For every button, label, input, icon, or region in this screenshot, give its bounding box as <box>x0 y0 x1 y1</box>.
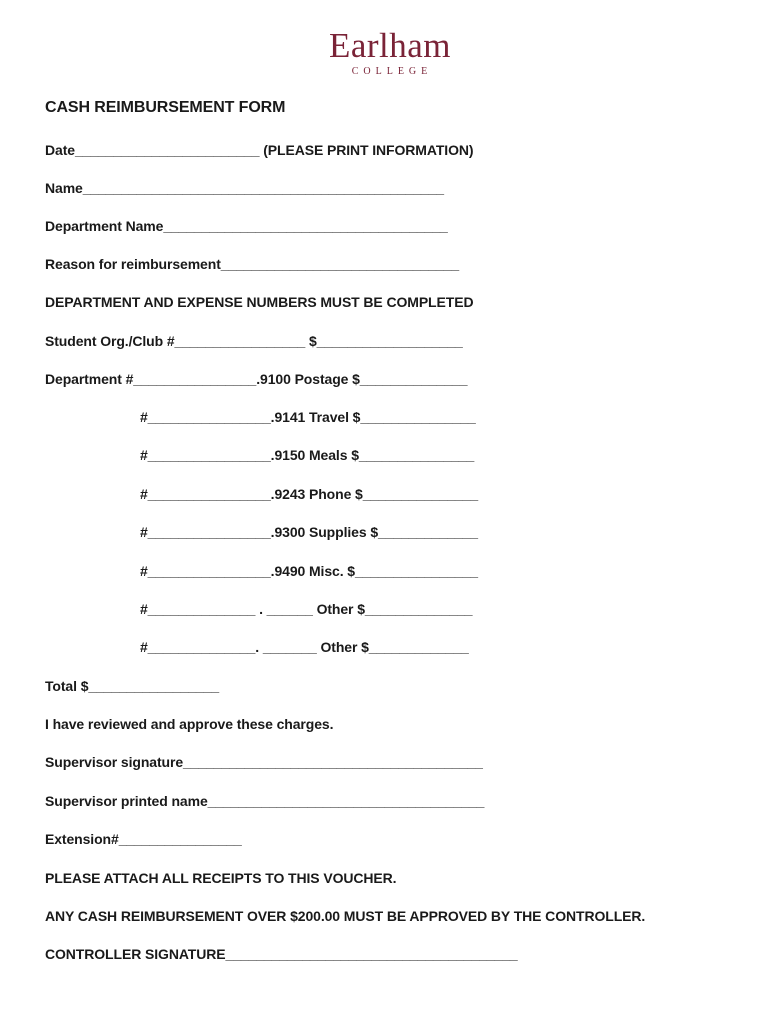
numbers-notice: DEPARTMENT AND EXPENSE NUMBERS MUST BE COMPLETED <box>45 294 474 310</box>
supervisor-signature-field[interactable]: Supervisor signature_______________________________________ <box>45 754 483 770</box>
name-field[interactable]: Name_______________________________________________ <box>45 180 444 196</box>
logo-name: Earlham <box>328 26 452 65</box>
receipts-notice: PLEASE ATTACH ALL RECEIPTS TO THIS VOUCHER. <box>45 870 397 886</box>
controller-approval-notice: ANY CASH REIMBURSEMENT OVER $200.00 MUST BE APPROVED BY THE CONTROLLER. <box>45 908 646 924</box>
meals-field[interactable]: #________________.9150 Meals $_______________ <box>140 447 475 463</box>
extension-field[interactable]: Extension#________________ <box>45 831 242 847</box>
supplies-field[interactable]: #________________.9300 Supplies $_____________ <box>140 524 478 540</box>
form-title: CASH REIMBURSEMENT FORM <box>45 99 286 116</box>
logo-subtitle: COLLEGE <box>351 66 433 77</box>
earlham-college-logo <box>320 28 460 78</box>
total-field[interactable]: Total $_________________ <box>45 678 220 694</box>
phone-field[interactable]: #________________.9243 Phone $_______________ <box>140 486 479 502</box>
department-postage-field[interactable]: Department #________________.9100 Postage $______________ <box>45 371 468 387</box>
other-field-1[interactable]: #______________ . ______ Other $______________ <box>140 601 473 617</box>
date-field[interactable]: Date________________________ (PLEASE PRINT INFORMATION) <box>45 142 474 158</box>
student-org-field[interactable]: Student Org./Club #_________________ $___________________ <box>45 333 463 349</box>
controller-signature-field[interactable]: CONTROLLER SIGNATURE______________________________________ <box>45 946 518 962</box>
misc-field[interactable]: #________________.9490 Misc. $________________ <box>140 563 478 579</box>
travel-field[interactable]: #________________.9141 Travel $_______________ <box>140 409 476 425</box>
other-field-2[interactable]: #______________. _______ Other $_____________ <box>140 639 469 655</box>
approval-statement: I have reviewed and approve these charges. <box>45 716 334 732</box>
reason-field[interactable]: Reason for reimbursement_______________________________ <box>45 256 460 272</box>
department-name-field[interactable]: Department Name_____________________________________ <box>45 218 448 234</box>
supervisor-printed-name-field[interactable]: Supervisor printed name____________________________________ <box>45 793 485 809</box>
